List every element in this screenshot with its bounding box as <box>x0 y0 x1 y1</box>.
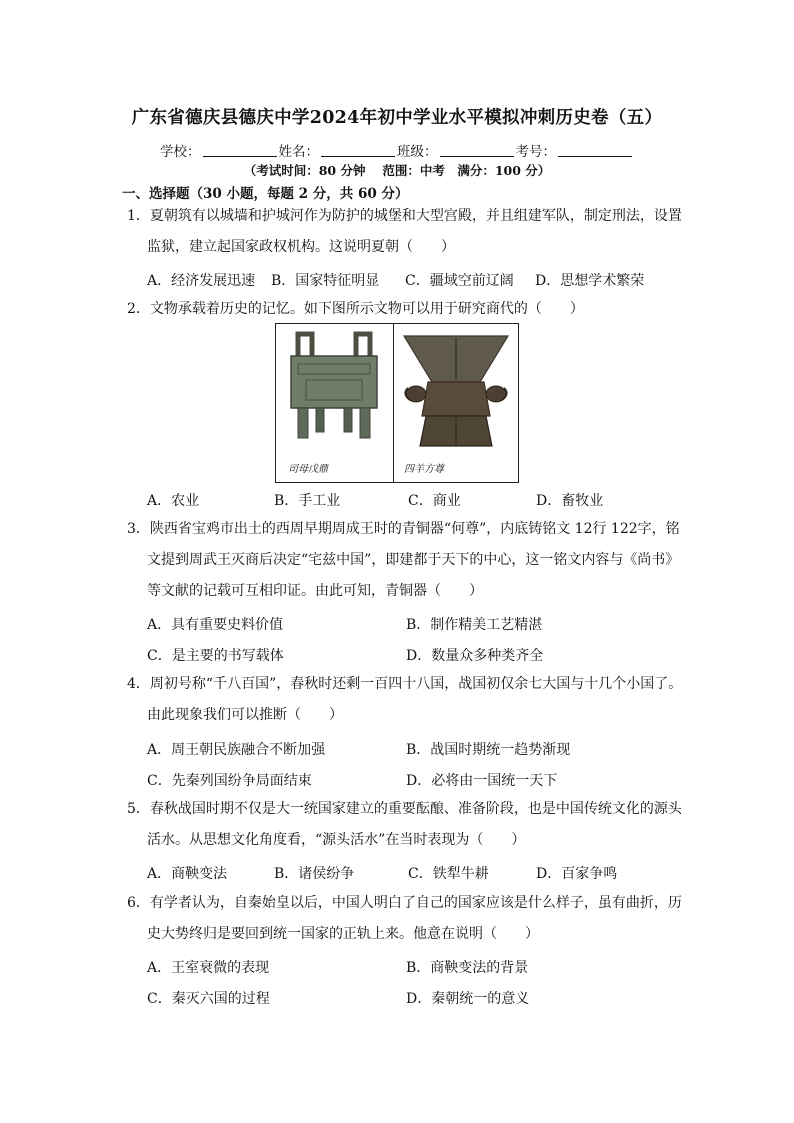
question-4 <box>127 669 687 731</box>
option-a[interactable]: A．农业 <box>147 493 200 509</box>
ding-leg <box>298 408 308 438</box>
question-line: 史大势终归是要回到统一国家的正轨上来。他意在说明（ ） <box>147 926 539 942</box>
name-label: 姓名： <box>278 144 319 160</box>
option-b[interactable]: B．诸侯纷争 <box>274 866 355 882</box>
ding-leg <box>316 408 324 432</box>
option-c[interactable]: C．是主要的书写载体 <box>147 648 284 664</box>
name-field[interactable] <box>321 144 395 157</box>
question-line: 6．有学者认为，自秦始皇以后，中国人明白了自己的国家应该是什么样子，虽有曲折，历 <box>127 895 682 911</box>
ding-leg <box>360 408 370 438</box>
ding-handle-right <box>356 334 370 358</box>
option-c[interactable]: C．先秦列国纷争局面结束 <box>147 773 312 789</box>
option-c[interactable]: C．秦灭六国的过程 <box>147 991 270 1007</box>
question-2 <box>127 294 687 325</box>
option-a[interactable]: A．王室衰微的表现 <box>147 960 270 976</box>
option-a[interactable]: A．具有重要史料价值 <box>147 617 284 633</box>
class-field[interactable] <box>440 144 514 157</box>
question-line: 监狱，建立起国家政权机构。这说明夏朝（ ） <box>147 239 455 255</box>
left-artifact-caption: 司母戊鼎 <box>288 464 328 475</box>
question-5 <box>127 794 687 856</box>
option-d[interactable]: D．秦朝统一的意义 <box>406 991 530 1007</box>
question-line: 等文献的记载可互相印证。由此可知，青铜器（ ） <box>147 583 483 599</box>
option-d[interactable]: D．百家争鸣 <box>536 866 618 882</box>
option-b[interactable]: B．商鞅变法的背景 <box>406 960 529 976</box>
right-artifact-caption: 四羊方尊 <box>404 464 444 475</box>
school-label: 学校： <box>160 144 201 160</box>
artifact-figure <box>275 323 519 483</box>
question-line: 4．周初号称“千八百国”，春秋时还剩一百四十八国，战国初仅余七大国与十几个小国了。 <box>127 676 683 692</box>
option-c[interactable]: C．疆域空前辽阔 <box>405 273 514 289</box>
question-line: 活水。从思想文化角度看，“源头活水”在当时表现为（ ） <box>147 832 526 848</box>
class-label: 班级： <box>397 144 438 160</box>
question-6 <box>127 888 687 950</box>
exam-no-field[interactable] <box>558 144 632 157</box>
option-b[interactable]: B．手工业 <box>274 493 341 509</box>
question-line: 3．陕西省宝鸡市出土的西周早期周成王时的青铜器“何尊”，内底铸铭文 12行 122字，铭 <box>127 521 680 537</box>
option-b[interactable]: B．制作精美工艺精湛 <box>406 617 543 633</box>
simuwu-ding-image <box>276 324 393 482</box>
question-line: 文提到周武王灭商后决定“宅兹中国”，即建都于天下的中心，这一铭文内容与《尚书》 <box>147 552 680 568</box>
exam-meta: （考试时间：80 分钟 范围：中考 满分：100 分） <box>243 163 551 178</box>
question-1 <box>127 201 687 263</box>
question-line: 1．夏朝筑有以城墙和护城河作为防护的城堡和大型宫殿，并且组建军队，制定刑法，设置 <box>127 208 682 224</box>
option-d[interactable]: D．思想学术繁荣 <box>535 273 645 289</box>
ding-handle-left <box>298 334 312 358</box>
option-d[interactable]: D．数量众多种类齐全 <box>406 648 544 664</box>
option-c[interactable]: C．商业 <box>408 493 461 509</box>
option-d[interactable]: D．畜牧业 <box>536 493 604 509</box>
option-a[interactable]: A．周王朝民族融合不断加强 <box>147 742 326 758</box>
school-field[interactable] <box>203 144 277 157</box>
option-b[interactable]: B．国家特征明显 <box>271 273 380 289</box>
section-title: 一、选择题（30 小题，每题 2 分，共 60 分） <box>122 186 409 202</box>
ding-leg <box>344 408 352 432</box>
option-a[interactable]: A．商鞅变法 <box>147 866 228 882</box>
question-line: 2．文物承载着历史的记忆。如下图所示文物可以用于研究商代的（ ） <box>127 301 584 317</box>
student-info-line <box>160 140 634 160</box>
question-3 <box>127 514 687 607</box>
zun-body <box>422 382 490 416</box>
option-c[interactable]: C．铁犁牛耕 <box>408 866 489 882</box>
option-d[interactable]: D．必将由一国统一天下 <box>406 773 558 789</box>
question-line: 5．春秋战国时期不仅是大一统国家建立的重要酝酿、准备阶段，也是中国传统文化的源头 <box>127 801 682 817</box>
exam-no-label: 考号： <box>515 144 556 160</box>
page-title: 广东省德庆县德庆中学2024年初中学业水平模拟冲刺历史卷（五） <box>131 108 663 128</box>
option-a[interactable]: A．经济发展迅速 <box>147 273 256 289</box>
question-line: 由此现象我们可以推断（ ） <box>147 707 343 723</box>
option-b[interactable]: B．战国时期统一趋势渐现 <box>406 742 571 758</box>
four-ram-square-zun-image <box>394 324 518 482</box>
